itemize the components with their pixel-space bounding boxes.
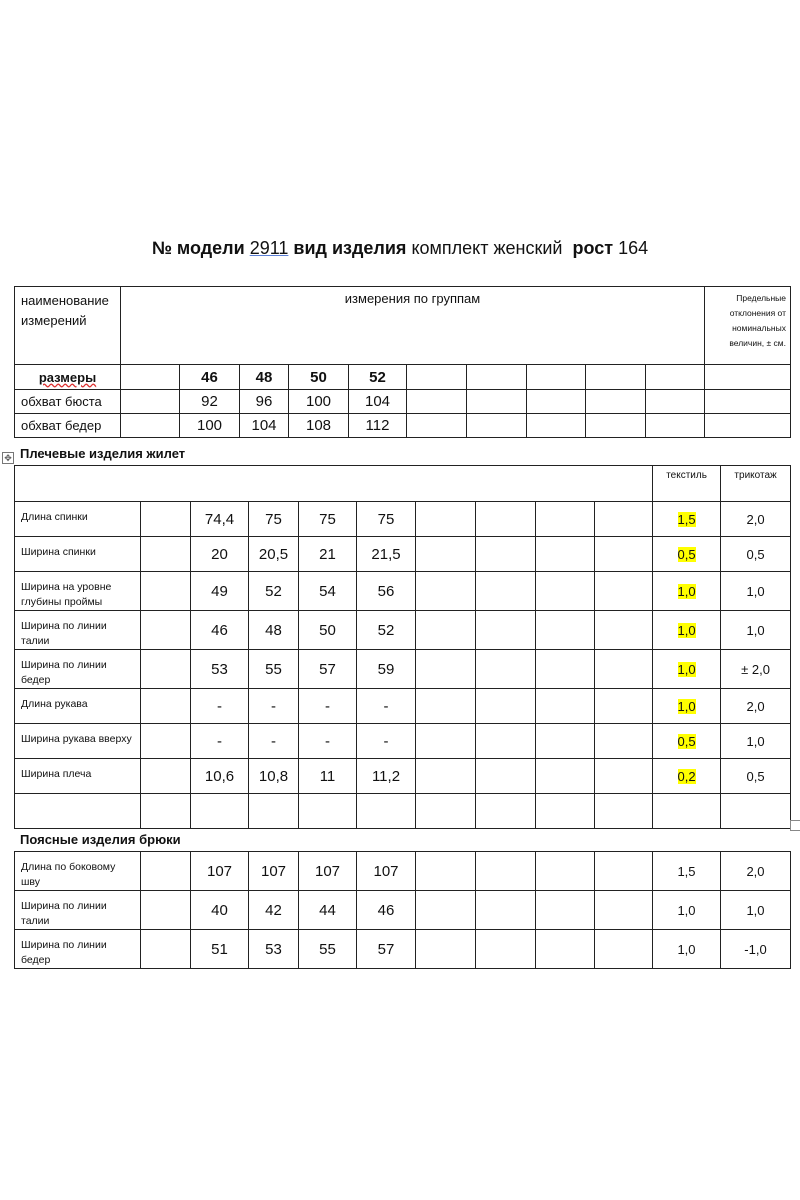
tolerance-textile [653, 852, 721, 891]
empty-cell [141, 930, 191, 969]
empty-cell [191, 794, 249, 829]
spec-value: - [357, 689, 416, 724]
pants-table [14, 851, 791, 969]
empty-cell [416, 891, 476, 930]
spec-label: Ширина рукава вверху [15, 724, 141, 759]
col-textile: текстиль [653, 466, 721, 502]
empty-cell [416, 689, 476, 724]
empty-cell [407, 365, 467, 390]
measurement-label: обхват бедер [15, 414, 121, 438]
tolerance-knit: 1,0 [721, 724, 791, 759]
empty-cell [705, 390, 791, 414]
tolerance-textile [653, 759, 721, 794]
measurement-value: 92 [180, 390, 240, 414]
spec-row [15, 537, 791, 572]
empty-cell [141, 724, 191, 759]
spec-row [15, 759, 791, 794]
height-label: рост [572, 238, 614, 258]
empty-cell [476, 852, 536, 891]
empty-cell [141, 502, 191, 537]
empty-cell [586, 365, 646, 390]
tolerance-textile-value: 0,2 [677, 768, 696, 784]
empty-cell [476, 537, 536, 572]
measurement-value: 96 [240, 390, 289, 414]
tolerance-header: Предельные отклонения от номинальных величин, ± см. [705, 287, 791, 365]
empty-cell [536, 650, 595, 689]
tolerance-textile-value: 1,0 [677, 583, 696, 599]
empty-cell [476, 502, 536, 537]
spec-value: - [299, 724, 357, 759]
spec-value: 11 [299, 759, 357, 794]
spec-row [15, 502, 791, 537]
empty-cell [595, 930, 653, 969]
empty-cell [705, 414, 791, 438]
spec-value: 107 [299, 852, 357, 891]
empty-cell [476, 794, 536, 829]
spec-value: - [249, 724, 299, 759]
tolerance-knit: 2,0 [721, 852, 791, 891]
empty-cell [536, 930, 595, 969]
empty-cell [141, 852, 191, 891]
empty-cell [536, 759, 595, 794]
empty-cell [416, 930, 476, 969]
tolerance-textile [653, 611, 721, 650]
empty-cell [595, 794, 653, 829]
empty-cell [416, 502, 476, 537]
measurement-value: 112 [349, 414, 407, 438]
tolerance-textile-value: 0,5 [677, 546, 696, 562]
empty-cell [595, 502, 653, 537]
empty-cell [595, 537, 653, 572]
spec-label: Ширина по линии бедер [15, 650, 141, 689]
spec-value: 74,4 [191, 502, 249, 537]
spec-value: 57 [299, 650, 357, 689]
empty-cell [141, 891, 191, 930]
table-move-icon[interactable]: ✥ [2, 452, 14, 464]
empty-cell [357, 794, 416, 829]
spec-value: 48 [249, 611, 299, 650]
empty-cell [15, 794, 141, 829]
spec-value: - [357, 724, 416, 759]
empty-cell [467, 414, 527, 438]
spec-value: 55 [299, 930, 357, 969]
spec-value: 20 [191, 537, 249, 572]
empty-cell [476, 891, 536, 930]
type-value: комплект женский [411, 238, 563, 258]
empty-cell [416, 794, 476, 829]
tolerance-textile-value: 1,5 [677, 511, 696, 527]
tolerance-knit: -1,0 [721, 930, 791, 969]
spec-label: Длина спинки [15, 502, 141, 537]
empty-cell [141, 572, 191, 611]
empty-cell [416, 724, 476, 759]
empty-cell [536, 689, 595, 724]
empty-cell [467, 390, 527, 414]
spec-label: Ширина по линии бедер [15, 930, 141, 969]
empty-cell [595, 572, 653, 611]
size-52: 52 [349, 365, 407, 390]
resize-handle[interactable] [790, 820, 800, 831]
spec-value: 44 [299, 891, 357, 930]
spec-value: 21,5 [357, 537, 416, 572]
groups-header: измерения по группам [121, 287, 705, 365]
vest-section-title: Плечевые изделия жилет [20, 446, 186, 461]
spec-row [15, 724, 791, 759]
spec-row [15, 572, 791, 611]
spec-label: Ширина по линии талии [15, 611, 141, 650]
spec-value: 10,8 [249, 759, 299, 794]
col-knit: трикотаж [721, 466, 791, 502]
spec-row [15, 650, 791, 689]
spec-value: 107 [249, 852, 299, 891]
tolerance-textile [653, 650, 721, 689]
spec-row [15, 891, 791, 930]
spec-label: Длина рукава [15, 689, 141, 724]
tolerance-textile-value: 1,0 [677, 941, 696, 957]
spec-label: Ширина по линии талии [15, 891, 141, 930]
spec-value: 53 [191, 650, 249, 689]
empty-cell [595, 852, 653, 891]
tolerance-textile-value: 1,5 [677, 863, 696, 879]
spec-value: 20,5 [249, 537, 299, 572]
spec-value: 75 [299, 502, 357, 537]
empty-cell [536, 852, 595, 891]
model-label: № модели [151, 238, 245, 258]
spec-value: 107 [191, 852, 249, 891]
spec-value: 54 [299, 572, 357, 611]
spec-value: 59 [357, 650, 416, 689]
size-50: 50 [289, 365, 349, 390]
spec-value: 21 [299, 537, 357, 572]
spec-value: 46 [357, 891, 416, 930]
spec-label: Ширина на уровне глубины проймы [15, 572, 141, 611]
size-48: 48 [240, 365, 289, 390]
tolerance-textile-value: 1,0 [677, 698, 696, 714]
spec-value: - [249, 689, 299, 724]
sizes-row [15, 365, 791, 390]
empty-cell [476, 650, 536, 689]
empty-cell [416, 650, 476, 689]
empty-cell [646, 365, 705, 390]
empty-cell [586, 414, 646, 438]
empty-cell [467, 365, 527, 390]
empty-cell [416, 572, 476, 611]
measurement-value: 104 [240, 414, 289, 438]
empty-cell [646, 414, 705, 438]
spec-value: 11,2 [357, 759, 416, 794]
tolerance-textile [653, 572, 721, 611]
empty-cell [705, 365, 791, 390]
spec-value: 75 [357, 502, 416, 537]
empty-cell [416, 611, 476, 650]
spec-value: - [191, 724, 249, 759]
sizes-label: размеры [15, 365, 121, 390]
empty-cell [476, 689, 536, 724]
tolerance-knit: 2,0 [721, 689, 791, 724]
measurement-row [15, 390, 791, 414]
tolerance-knit: ± 2,0 [721, 650, 791, 689]
empty-cell [595, 724, 653, 759]
empty-cell [141, 611, 191, 650]
size-46: 46 [180, 365, 240, 390]
empty-cell [476, 724, 536, 759]
tolerance-knit: 2,0 [721, 502, 791, 537]
spec-value: 42 [249, 891, 299, 930]
measurement-value: 100 [180, 414, 240, 438]
spec-row [15, 611, 791, 650]
tolerance-textile-value: 0,5 [677, 733, 696, 749]
tolerance-textile-value: 1,0 [677, 902, 696, 918]
measurement-row [15, 414, 791, 438]
empty-cell [536, 724, 595, 759]
empty-cell [536, 611, 595, 650]
empty-cell [595, 650, 653, 689]
empty-cell [595, 759, 653, 794]
model-number: 2911 [249, 238, 289, 258]
spec-value: 107 [357, 852, 416, 891]
empty-cell [249, 794, 299, 829]
spec-value: 49 [191, 572, 249, 611]
empty-cell [536, 537, 595, 572]
empty-cell [721, 794, 791, 829]
empty-cell [416, 759, 476, 794]
empty-cell [646, 390, 705, 414]
spec-value: - [191, 689, 249, 724]
tolerance-textile [653, 930, 721, 969]
empty-cell [476, 572, 536, 611]
empty-cell [121, 390, 180, 414]
measurement-label: обхват бюста [15, 390, 121, 414]
tolerance-knit: 1,0 [721, 611, 791, 650]
spec-value: 55 [249, 650, 299, 689]
empty-cell [527, 390, 586, 414]
tolerance-textile-value: 1,0 [677, 661, 696, 677]
empty-cell [536, 502, 595, 537]
tolerance-knit: 1,0 [721, 891, 791, 930]
vest-table [14, 465, 791, 829]
empty-cell [416, 537, 476, 572]
spec-value: 75 [249, 502, 299, 537]
spec-value: 50 [299, 611, 357, 650]
tolerance-textile [653, 537, 721, 572]
empty-cell [595, 689, 653, 724]
spec-value: 51 [191, 930, 249, 969]
tolerance-textile-value: 1,0 [677, 622, 696, 638]
empty-cell [121, 414, 180, 438]
spec-row [15, 930, 791, 969]
type-label: вид изделия [293, 238, 407, 258]
document-title [0, 238, 800, 259]
empty-cell [476, 930, 536, 969]
height-value: 164 [618, 238, 649, 258]
spec-value: 46 [191, 611, 249, 650]
empty-cell [416, 852, 476, 891]
empty-cell [595, 891, 653, 930]
tolerance-textile [653, 502, 721, 537]
empty-cell [476, 611, 536, 650]
spec-label: Ширина плеча [15, 759, 141, 794]
empty-cell [141, 794, 191, 829]
empty-cell [407, 414, 467, 438]
empty-cell [141, 689, 191, 724]
spec-value: 53 [249, 930, 299, 969]
empty-cell [141, 759, 191, 794]
spec-value: 52 [249, 572, 299, 611]
measurement-value: 104 [349, 390, 407, 414]
tolerance-textile [653, 891, 721, 930]
tolerance-knit: 0,5 [721, 759, 791, 794]
empty-cell [527, 365, 586, 390]
empty-row [15, 794, 791, 829]
spec-value: 40 [191, 891, 249, 930]
spec-row [15, 689, 791, 724]
tolerance-knit: 1,0 [721, 572, 791, 611]
empty-cell [586, 390, 646, 414]
spec-label: Ширина спинки [15, 537, 141, 572]
spec-row [15, 852, 791, 891]
empty-cell [536, 572, 595, 611]
empty-cell [299, 794, 357, 829]
sizes-header-table [14, 286, 791, 438]
empty-cell [476, 759, 536, 794]
pants-section-title: Поясные изделия брюки [20, 832, 181, 847]
measurement-value: 100 [289, 390, 349, 414]
name-header: наименование измерений [15, 287, 121, 365]
measurement-value: 108 [289, 414, 349, 438]
spec-value: 56 [357, 572, 416, 611]
empty-cell [595, 611, 653, 650]
empty-cell [141, 537, 191, 572]
empty-cell [141, 650, 191, 689]
empty-cell [536, 891, 595, 930]
empty-cell [407, 390, 467, 414]
spec-value: - [299, 689, 357, 724]
empty-cell [536, 794, 595, 829]
spec-value: 52 [357, 611, 416, 650]
spec-value: 57 [357, 930, 416, 969]
tolerance-textile [653, 724, 721, 759]
tolerance-textile [653, 689, 721, 724]
empty-cell [653, 794, 721, 829]
tolerance-knit: 0,5 [721, 537, 791, 572]
empty-cell [527, 414, 586, 438]
spec-value: 10,6 [191, 759, 249, 794]
spec-label: Длина по боковому шву [15, 852, 141, 891]
